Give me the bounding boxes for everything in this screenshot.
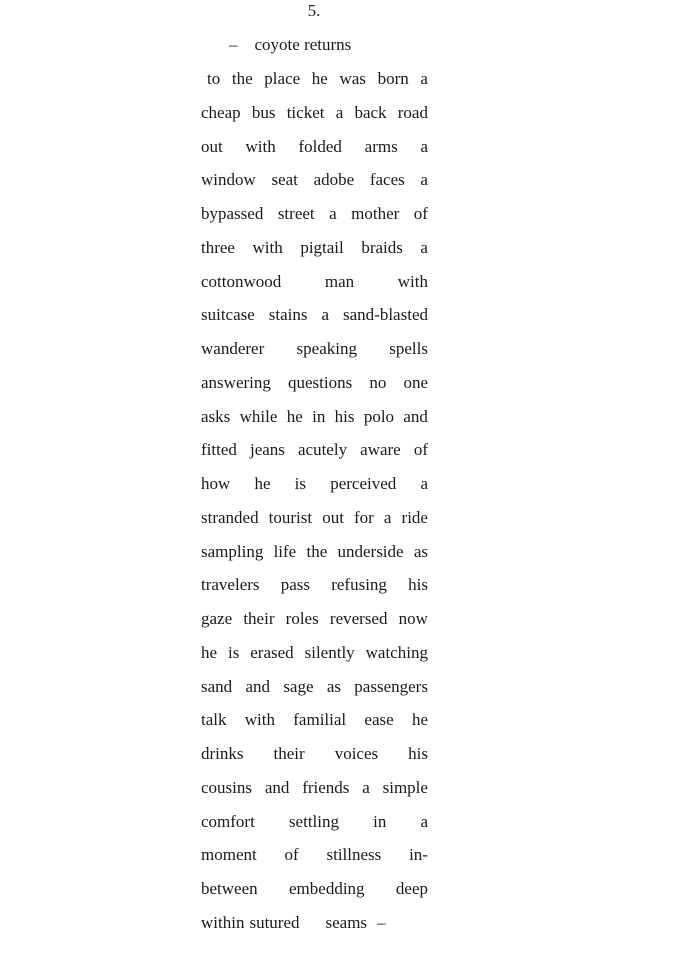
poem-line [201, 237, 428, 271]
poem-word: ride [401, 507, 428, 527]
poem-word: is [227, 642, 240, 662]
poem-word: for [354, 507, 374, 527]
poem-word: seat [271, 170, 298, 190]
poem-word: between [201, 879, 258, 898]
poem-word: as [413, 541, 428, 561]
poem-line [201, 304, 428, 338]
poem-word: a [329, 204, 337, 223]
poem-word: he [411, 710, 428, 730]
poem-word: suitcase [201, 305, 255, 325]
poem-word: simple [382, 777, 428, 797]
poem-word: window [201, 170, 256, 190]
poem-word: acutely [297, 440, 348, 460]
poem-word: deep [395, 879, 428, 898]
poem-word: a [420, 811, 428, 831]
poem-word: the [231, 69, 253, 88]
poem-word: sutured [249, 912, 300, 932]
poem-word: sand [201, 676, 233, 696]
poem-word: refusing [331, 575, 387, 595]
poem-word: polo [363, 406, 395, 426]
poem-word: his [408, 575, 428, 595]
poem-word: stains [268, 305, 308, 325]
poem-word: place [264, 69, 301, 88]
poem-word: back [354, 102, 387, 122]
poem-word: of [413, 204, 428, 223]
poem-word: a [335, 102, 344, 122]
poem-subtitle: – coyote returns [229, 35, 352, 54]
poem-word: his [408, 744, 428, 763]
poem-word: to [207, 69, 221, 88]
poem-line [201, 912, 428, 946]
poem-word: cottonwood [201, 271, 282, 291]
poem-word: sampling [201, 541, 264, 561]
poem-line [201, 507, 428, 541]
poem-word: mother [351, 204, 400, 223]
poem-word: life [273, 541, 297, 561]
poem-word: a [420, 170, 428, 190]
poem-word: out [201, 136, 223, 156]
poem-line [201, 811, 428, 845]
poem-word: ease [364, 710, 394, 730]
poem-word: in [373, 811, 387, 831]
poem-line [201, 878, 428, 912]
poem-word: their [273, 744, 305, 763]
poem-line [201, 676, 428, 710]
poem-line [201, 203, 428, 237]
poem-word: silently [304, 642, 355, 662]
poem-word: reversed [329, 609, 388, 628]
poem-word: bus [251, 102, 276, 122]
poem-word: friends [302, 777, 350, 797]
poem-word: as [326, 676, 341, 696]
poem-word: bypassed [201, 204, 264, 223]
poem-word: a [420, 474, 428, 493]
poem-line [201, 473, 428, 507]
poem-word: tourist [268, 507, 313, 527]
poem-word: passengers [354, 676, 428, 696]
poem-word: settling [288, 811, 339, 831]
poem-line [201, 574, 428, 608]
poem-word: spells [389, 339, 428, 358]
poem-word: ticket [286, 102, 325, 122]
poem-word: braids [361, 237, 403, 257]
section-number: 5. [307, 1, 321, 20]
poem-word: sand-blasted [343, 305, 428, 325]
poem-line [201, 136, 428, 170]
poem-word: embedding [289, 879, 365, 898]
poem-word: roles [285, 609, 319, 628]
poem-word: with [397, 271, 428, 291]
poem-word: born [377, 69, 409, 88]
poem-word: travelers [201, 575, 260, 595]
poem-line [201, 338, 428, 372]
poem-word: one [403, 372, 428, 392]
poem-line [201, 271, 428, 305]
poem-word: is [294, 474, 307, 493]
poem-word: stranded [201, 507, 259, 527]
poem-word: three [201, 237, 235, 257]
poem-word: speaking [296, 339, 357, 358]
poem-word: his [334, 406, 355, 426]
poem-word: while [239, 406, 278, 426]
poem-word: asks [201, 406, 231, 426]
poem-word: talk [201, 710, 227, 730]
poem-word: with [244, 710, 275, 730]
poem-word: voices [334, 744, 379, 763]
poem-word: cousins [201, 777, 252, 797]
poem-word: no [369, 372, 387, 392]
poem-word: seams [325, 912, 368, 932]
poem-line [201, 169, 428, 203]
poem-word: a [362, 777, 370, 797]
poem-word: of [284, 845, 299, 865]
poem-word: folded [298, 136, 342, 156]
poem-line [201, 709, 428, 743]
poem-word: – [377, 912, 386, 932]
poem-word: a [383, 507, 392, 527]
poem-word: and [403, 406, 428, 426]
poem-word: he [201, 642, 218, 662]
poem-word: was [339, 69, 366, 88]
poem-line [201, 439, 428, 473]
poem-word: underside [337, 541, 404, 561]
poem-word: answering [201, 372, 271, 392]
poem-line [201, 777, 428, 811]
poem-word: man [324, 271, 355, 291]
poem-word: faces [369, 170, 405, 190]
poem-word: jeans [249, 440, 285, 460]
poem-line [201, 743, 428, 777]
poem-word: wanderer [201, 339, 265, 358]
poem-word: pigtail [300, 237, 344, 257]
poem-line [201, 68, 428, 102]
poem-word: cheap [201, 102, 241, 122]
poem-line [201, 102, 428, 136]
poem-word: how [201, 474, 231, 493]
poem-word: and [264, 777, 290, 797]
poem-word: stillness [326, 845, 382, 865]
poem-word: pass [280, 575, 311, 595]
poem-word: within [201, 912, 245, 932]
poem-line [201, 642, 428, 676]
poem-word: adobe [313, 170, 355, 190]
poem-word: watching [365, 642, 428, 662]
poem-word: a [420, 237, 428, 257]
poem-word: aware [360, 440, 401, 460]
poem-line [201, 608, 428, 642]
poem-word: a [420, 69, 428, 88]
poem-word: he [311, 69, 328, 88]
poem-word: fitted [201, 440, 237, 460]
poem-word: sage [283, 676, 314, 696]
poem-word: familial [293, 710, 347, 730]
poem-word: road [397, 102, 428, 122]
poem-word: he [286, 406, 303, 426]
poem-word: street [277, 204, 315, 223]
poem-word: with [252, 237, 283, 257]
poem-word: a [420, 136, 428, 156]
poem-line [201, 541, 428, 575]
poem-word: in [312, 406, 326, 426]
poem-word: and [245, 676, 271, 696]
poem-word: erased [250, 642, 294, 662]
poem-word: the [306, 541, 328, 561]
poem-word: of [413, 440, 428, 460]
poem-body [201, 68, 428, 946]
poem-word: now [398, 609, 428, 628]
poem-word: drinks [201, 744, 244, 763]
poem-word: a [321, 305, 330, 325]
poem-word: their [243, 609, 275, 628]
poem-word: in- [409, 845, 428, 865]
poem-line [201, 372, 428, 406]
poem-word: gaze [201, 609, 233, 628]
poem-word: perceived [330, 474, 397, 493]
poem-word: comfort [201, 811, 255, 831]
poem-word: out [322, 507, 344, 527]
poem-line [201, 406, 428, 440]
poem-word: with [245, 136, 276, 156]
poem-line [201, 844, 428, 878]
poem-word: he [254, 474, 271, 493]
poem-word: arms [364, 136, 398, 156]
poem-word: questions [287, 372, 353, 392]
poem-word: moment [201, 845, 257, 865]
